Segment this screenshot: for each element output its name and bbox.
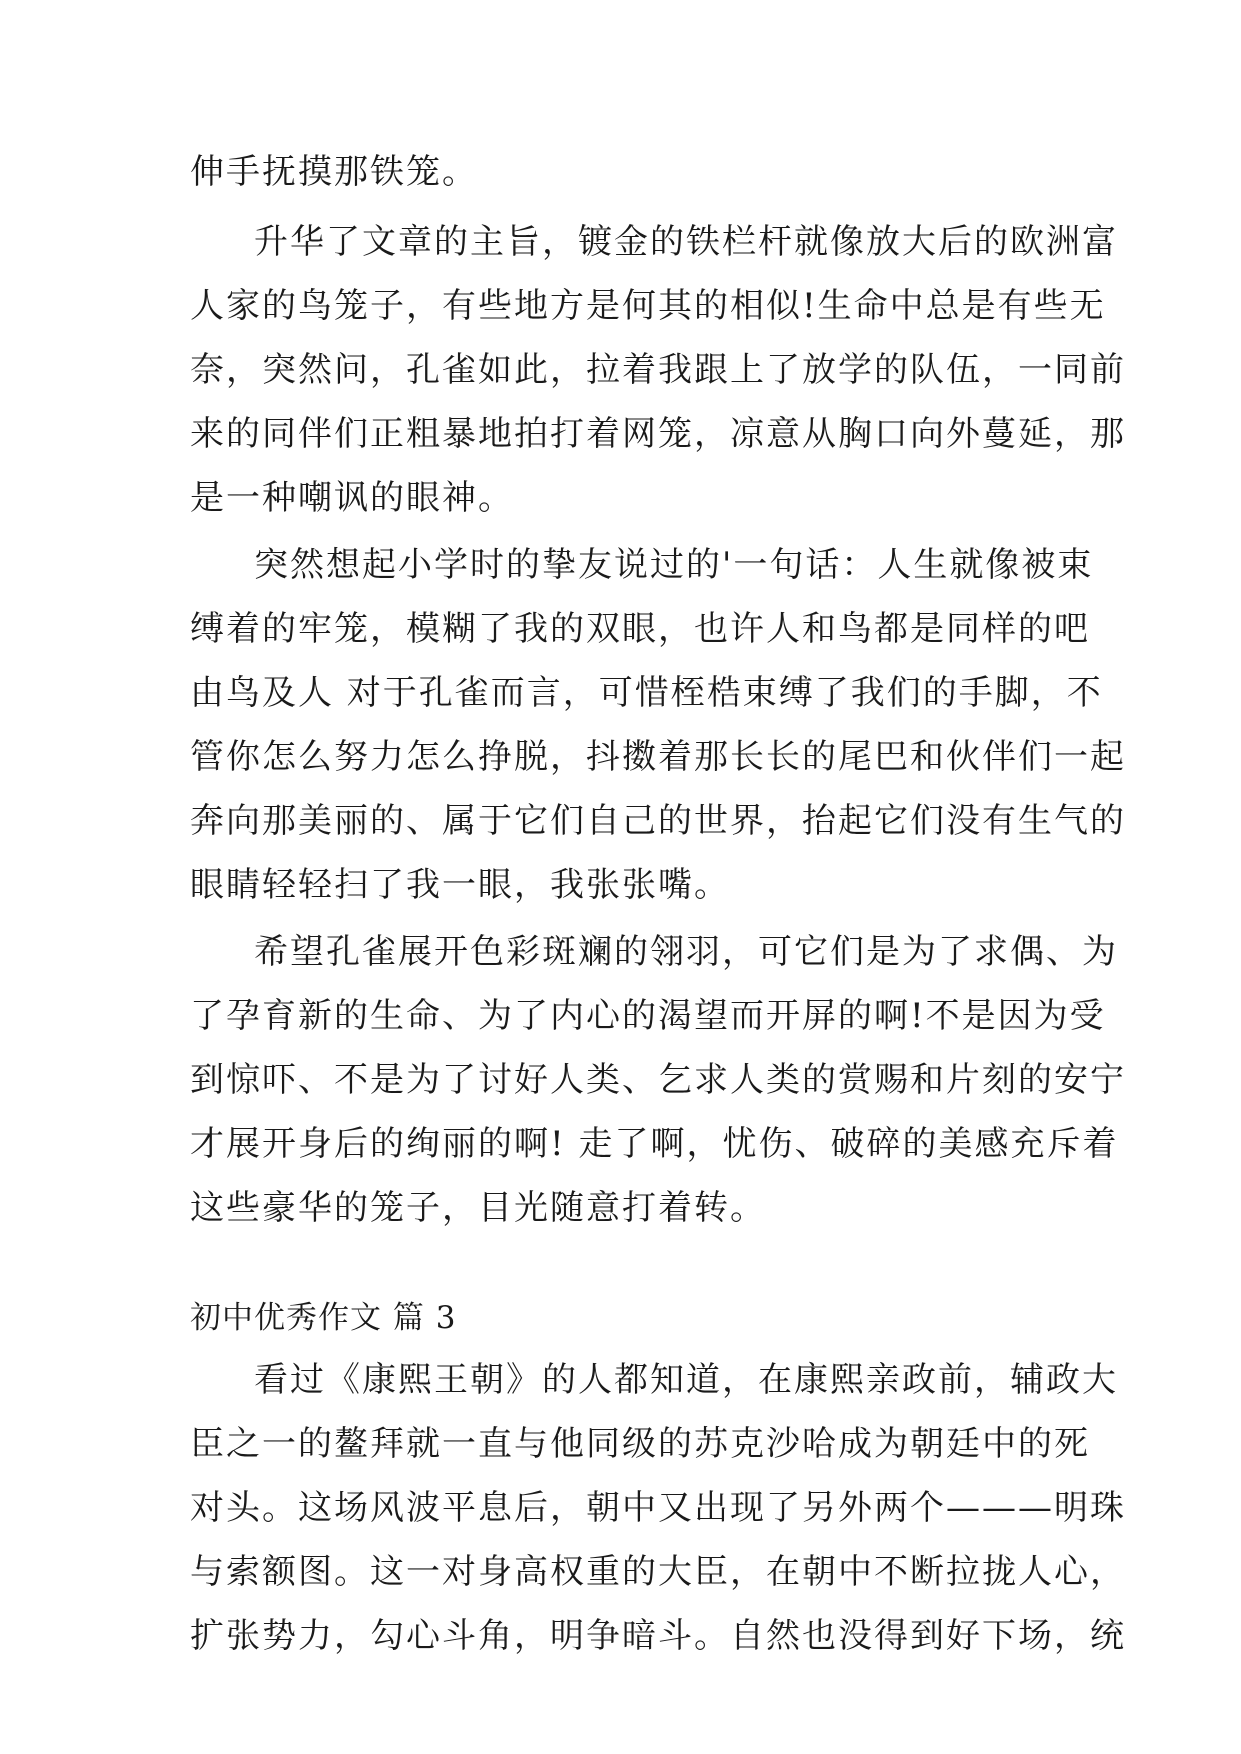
paragraph-line: 奔向那美丽的、属于它们自己的世界，抬起它们没有生气的 bbox=[190, 801, 1126, 841]
paragraph-line: 缚着的牢笼，模糊了我的双眼，也许人和鸟都是同样的吧 bbox=[190, 609, 1090, 649]
paragraph-line: 到惊吓、不是为了讨好人类、乞求人类的赏赐和片刻的安宁 bbox=[190, 1060, 1126, 1100]
paragraph-line: 升华了文章的主旨，镀金的铁栏杆就像放大后的欧洲富 bbox=[254, 222, 1118, 262]
section-heading: 初中优秀作文 篇 3 bbox=[190, 1300, 457, 1336]
paragraph-line: 希望孔雀展开色彩斑斓的翎羽，可它们是为了求偶、为 bbox=[254, 932, 1118, 972]
paragraph-line: 了孕育新的生命、为了内心的渴望而开屏的啊!不是因为受 bbox=[190, 996, 1106, 1036]
paragraph-line: 才展开身后的绚丽的啊! 走了啊，忧伤、破碎的美感充斥着 bbox=[190, 1124, 1119, 1164]
paragraph-line: 奈，突然问，孔雀如此，拉着我跟上了放学的队伍，一同前 bbox=[190, 350, 1126, 390]
paragraph-line: 突然想起小学时的挚友说过的'一句话：人生就像被束 bbox=[254, 545, 1094, 585]
paragraph-line: 管你怎么努力怎么挣脱，抖擞着那长长的尾巴和伙伴们一起 bbox=[190, 737, 1126, 777]
paragraph-line: 看过《康熙王朝》的人都知道，在康熙亲政前，辅政大 bbox=[254, 1360, 1118, 1400]
paragraph-line: 对头。这场风波平息后，朝中又出现了另外两个———明珠 bbox=[190, 1488, 1126, 1528]
paragraph-line: 人家的鸟笼子，有些地方是何其的相似!生命中总是有些无 bbox=[190, 286, 1106, 326]
paragraph-line: 由鸟及人 对于孔雀而言，可惜桎梏束缚了我们的手脚，不 bbox=[190, 673, 1103, 713]
paragraph-line: 这些豪华的笼子，目光随意打着转。 bbox=[190, 1188, 766, 1228]
paragraph-line: 眼睛轻轻扫了我一眼，我张张嘴。 bbox=[190, 865, 730, 905]
paragraph-line: 扩张势力，勾心斗角，明争暗斗。自然也没得到好下场，统 bbox=[190, 1616, 1126, 1656]
paragraph-line: 与索额图。这一对身高权重的大臣，在朝中不断拉拢人心， bbox=[190, 1552, 1126, 1592]
paragraph-line: 臣之一的鳌拜就一直与他同级的苏克沙哈成为朝廷中的死 bbox=[190, 1424, 1090, 1464]
paragraph-line: 伸手抚摸那铁笼。 bbox=[190, 152, 478, 192]
paragraph-line: 是一种嘲讽的眼神。 bbox=[190, 478, 514, 518]
paragraph-line: 来的同伴们正粗暴地拍打着网笼，凉意从胸口向外蔓延，那 bbox=[190, 414, 1126, 454]
